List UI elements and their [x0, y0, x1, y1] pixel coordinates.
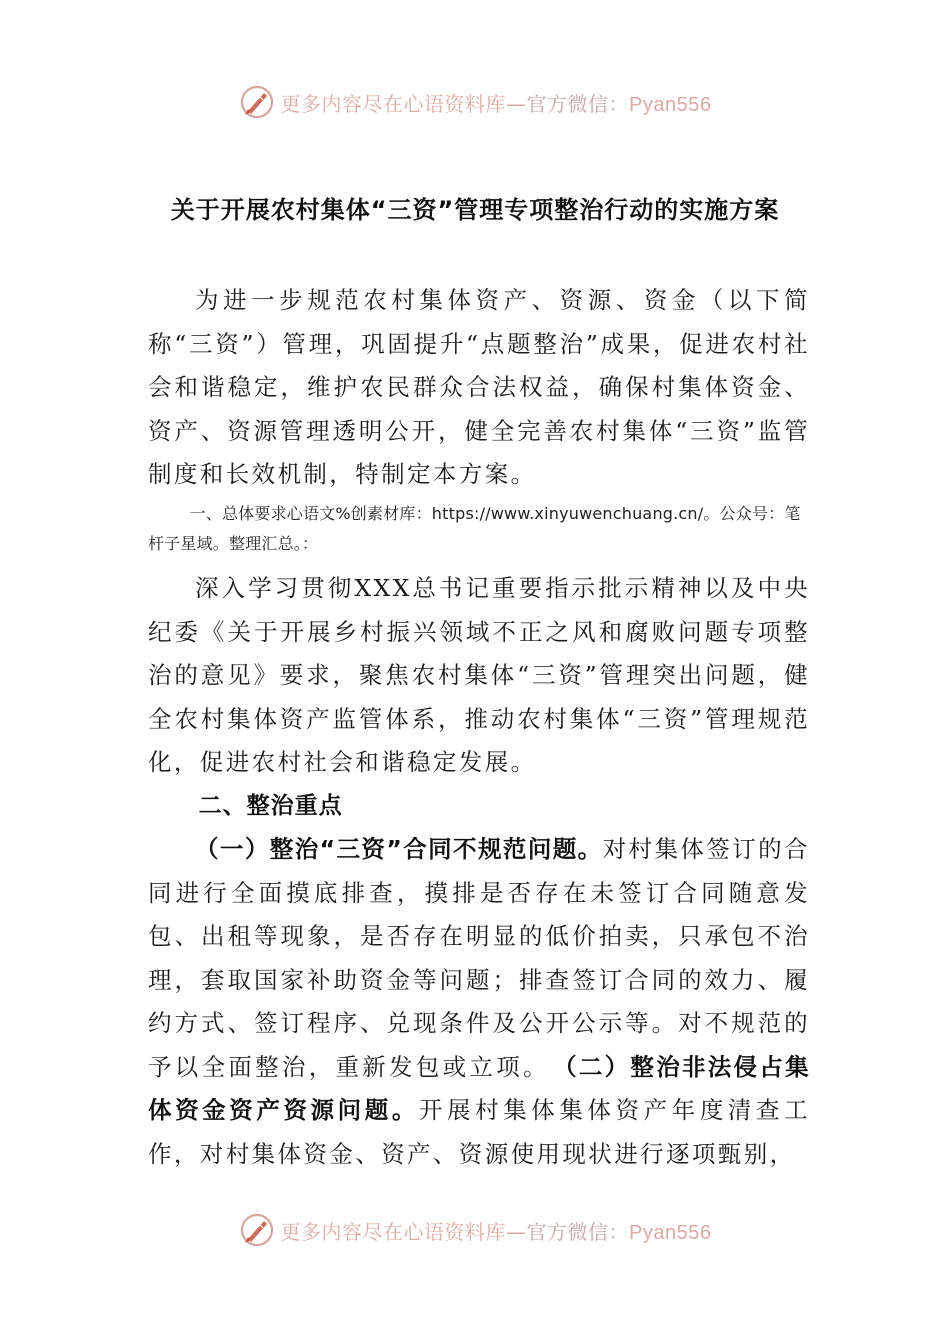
section1-heading: 一、总体要求心语文%创素材库：https://www.xinyuwenchuang.cn/。公众号：笔杆子星域。整理汇总。：: [148, 504, 801, 553]
section2-heading: 二、整治重点: [198, 792, 343, 819]
intro-paragraph: 为进一步规范农村集体资产、资源、资金（以下简称“三资”）管理，巩固提升“点题整治”成果，促进农村社会和谐稳定，维护农民群众合法权益，确保村集体资金、资产、资源管理透明公开，健全完善农村集体“三资”监管制度和长效机制，特制定本方案。: [148, 286, 810, 488]
item2-body: 开展村集体集体资产年度清查工作，对村集体资金、资产、资源使用现状进行逐项甄别，: [148, 1096, 811, 1168]
watermark-separator: —: [506, 1219, 527, 1244]
watermark-separator: —: [506, 91, 527, 116]
watermark-brand: 更多内容尽在心语资料库: [280, 91, 507, 116]
item1-body: 对村集体签订的合同进行全面摸底排查，摸排是否存在未签订合同随意发包、出租等现象，是否存在明显的低价拍卖，只承包不治理，套取国家补助资金等问题；排查签订合同的效力、履约方式、签订程序、兑现条件及公开公示等。对不规范的予以全面整治，重新发包或立项。: [148, 835, 810, 1081]
item1-title: （一）整治“三资”合同不规范问题。: [195, 835, 603, 863]
section1-paragraph: 深入学习贯彻XXX总书记重要指示批示精神以及中央纪委《关于开展乡村振兴领域不正之风和腐败问题专项整治的意见》要求，聚焦农村集体“三资”管理突出问题，健全农村集体资产监管体系，推动农村集体“三资”管理规范化，促进农村社会和谐稳定发展。: [148, 574, 810, 776]
item1-paragraph: [148, 828, 810, 1176]
pen-logo-icon: [239, 1212, 275, 1248]
main-content: [148, 567, 810, 1176]
watermark-wechat-label: 官方微信：: [526, 1219, 630, 1244]
document-title: 关于开展农村集体“三资”管理专项整治行动的实施方案: [170, 196, 780, 224]
intro-block: [148, 279, 810, 497]
watermark-wechat-id: Pyan556: [629, 93, 712, 116]
watermark-wechat-label: 官方微信：: [526, 91, 630, 116]
watermark-text: [281, 1216, 712, 1245]
watermark-banner-top: [0, 80, 950, 124]
watermark-brand: 更多内容尽在心语资料库: [280, 1219, 507, 1244]
section1-heading-block: [148, 499, 810, 559]
pen-logo-icon: [239, 84, 275, 120]
item2-title: （二）整治非法侵占集体资金资产资源问题。: [148, 1052, 811, 1124]
watermark-wechat-id: Pyan556: [629, 1221, 712, 1244]
watermark-text: [281, 88, 712, 117]
watermark-banner-bottom: [0, 1208, 950, 1252]
